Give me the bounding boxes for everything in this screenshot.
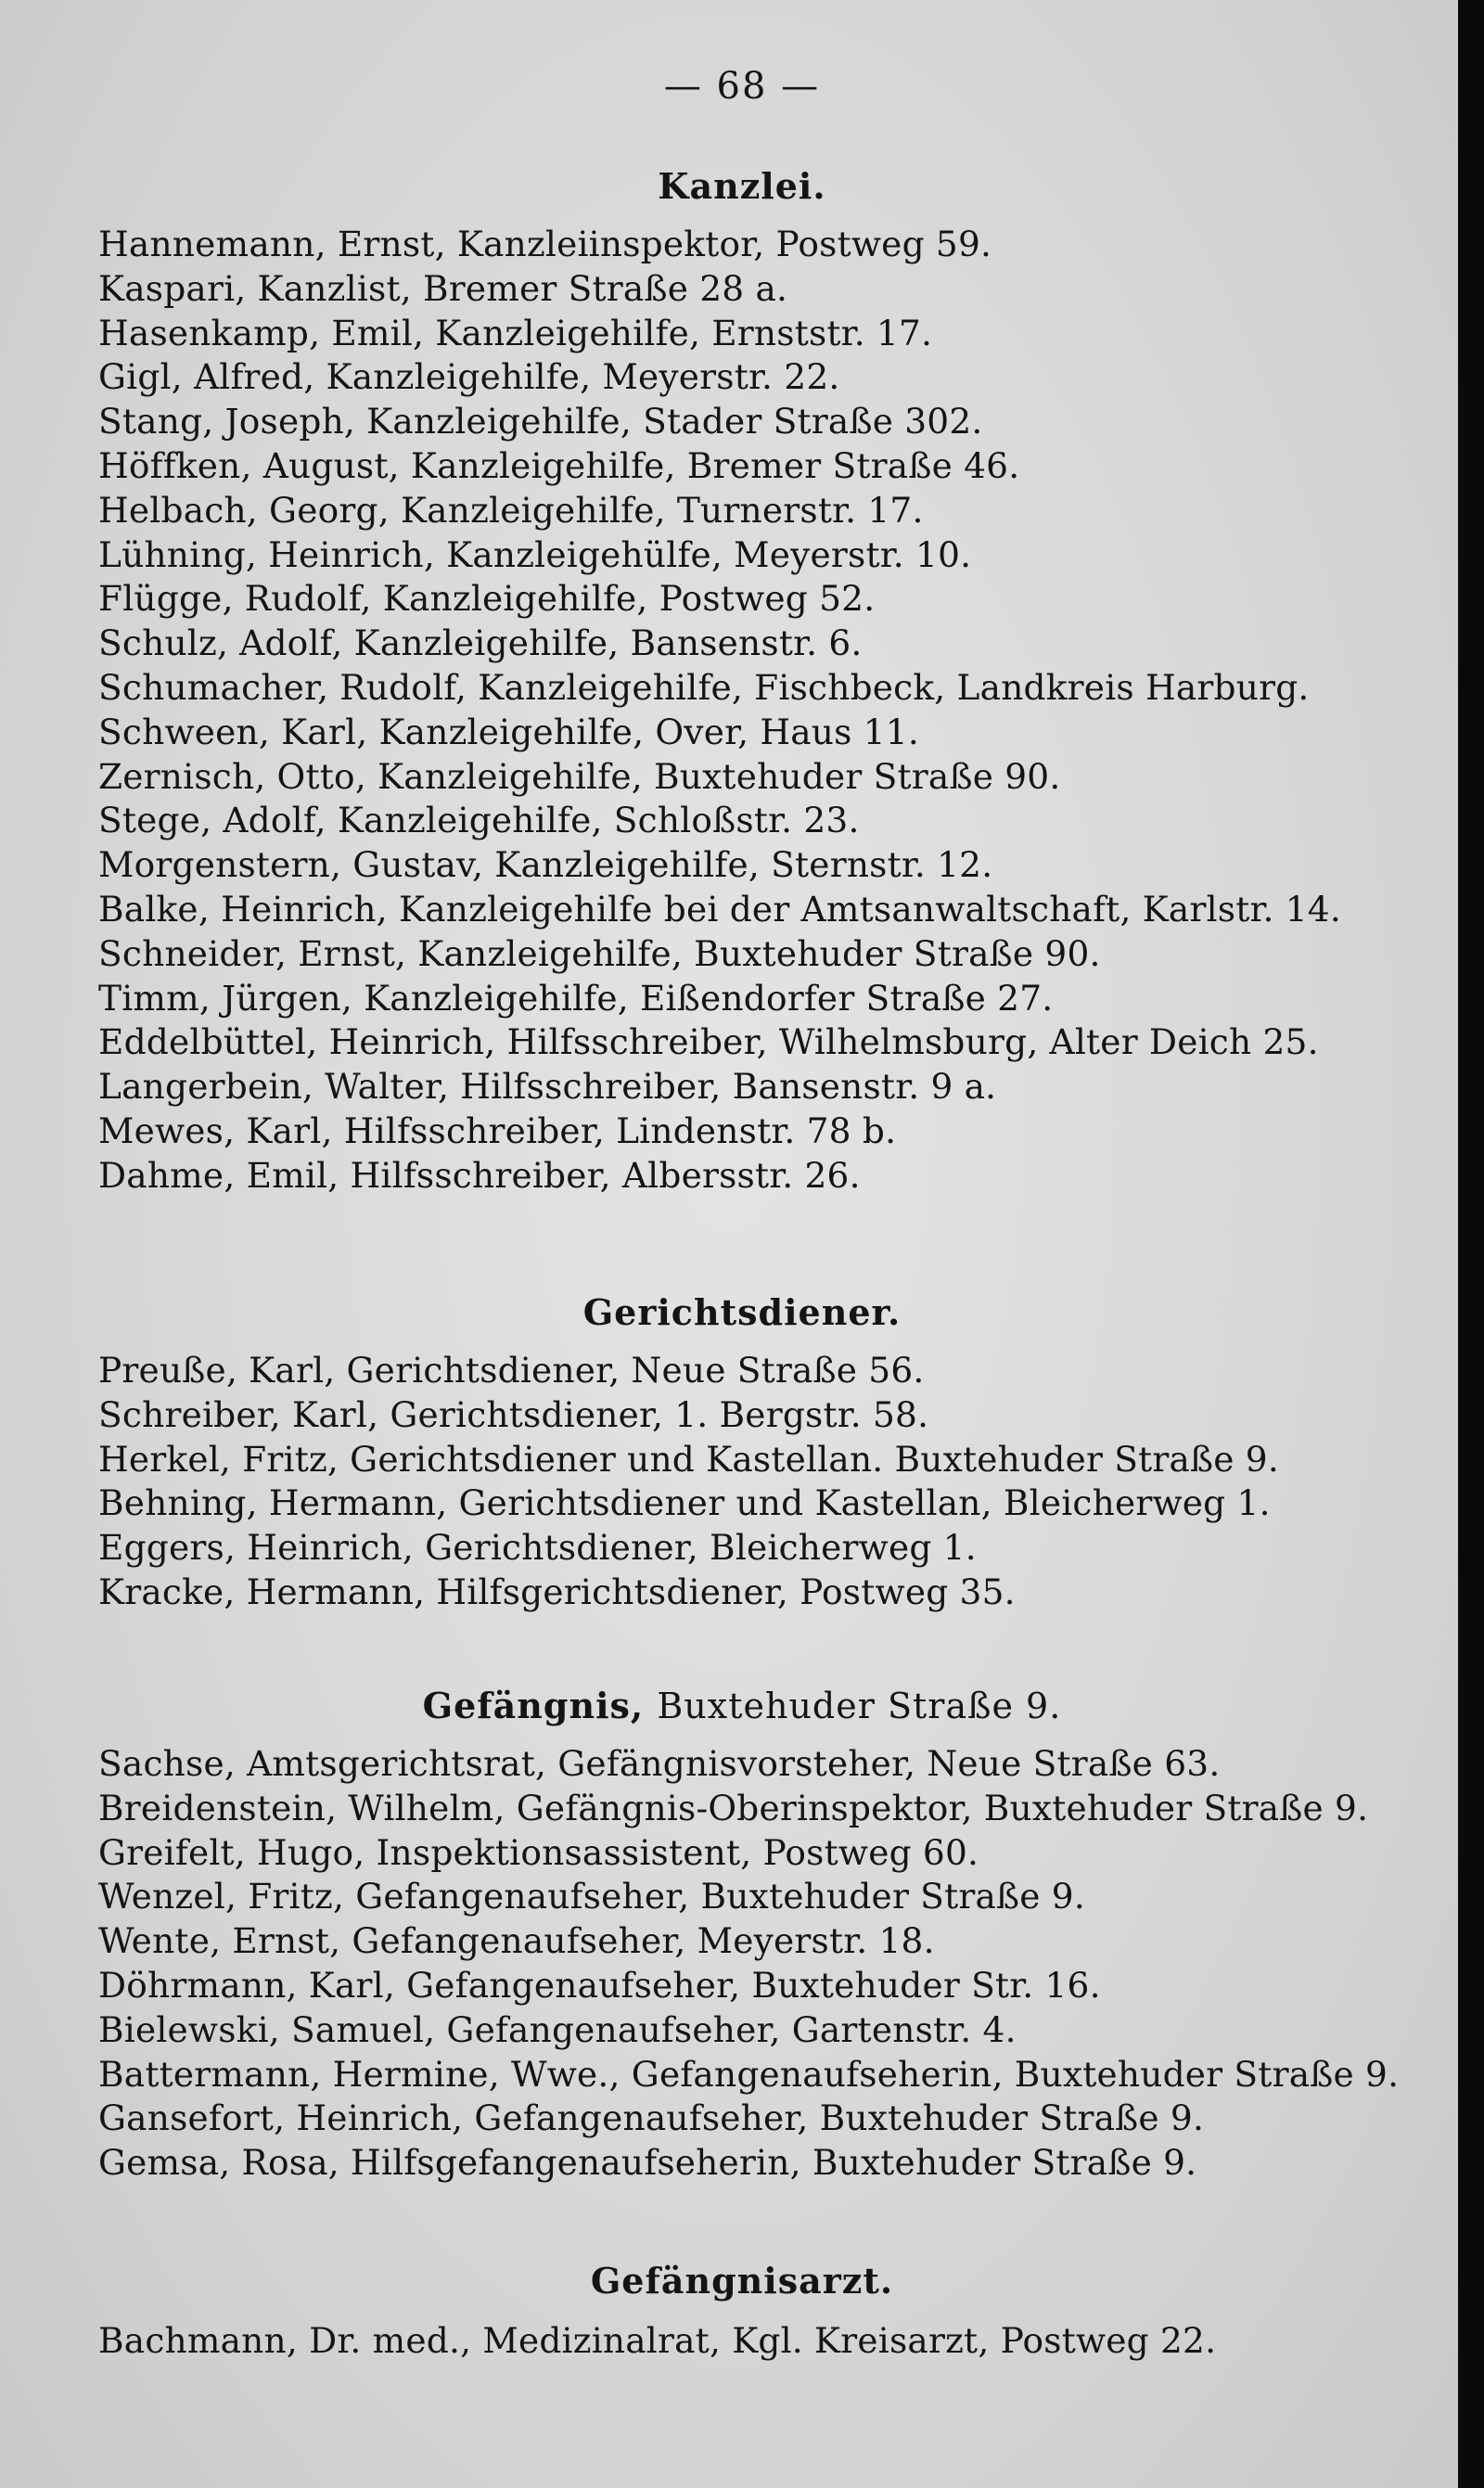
directory-entry: Wente, Ernst, Gefangenaufseher, Meyerstr. 18.	[98, 1920, 935, 1962]
directory-entry: Hasenkamp, Emil, Kanzleigehilfe, Ernststr. 17.	[98, 312, 933, 353]
directory-entry: Bielewski, Samuel, Gefangenaufseher, Gartenstr. 4.	[98, 2008, 1017, 2050]
directory-entry: Timm, Jürgen, Kanzleigehilfe, Eißendorfer Straße 27.	[98, 977, 1054, 1019]
directory-entry: Herkel, Fritz, Gerichtsdiener und Kastellan. Buxtehuder Straße 9.	[98, 1438, 1279, 1480]
section-heading-gefaengnis	[0, 1685, 1458, 1726]
directory-entry: Wenzel, Fritz, Gefangenaufseher, Buxtehuder Straße 9.	[98, 1876, 1085, 1917]
gerichtsdiener-list	[98, 1349, 1443, 1615]
directory-entry: Hannemann, Ernst, Kanzleiinspektor, Postweg 59.	[98, 224, 992, 264]
directory-entry: Schreiber, Karl, Gerichtsdiener, 1. Bergstr. 58.	[98, 1393, 929, 1435]
directory-entry: Döhrmann, Karl, Gefangenaufseher, Buxtehuder Str. 16.	[98, 1964, 1101, 2006]
directory-entry: Schulz, Adolf, Kanzleigehilfe, Bansenstr. 6.	[98, 622, 863, 664]
directory-entry: Kracke, Hermann, Hilfsgerichtsdiener, Postweg 35.	[98, 1571, 1016, 1612]
gefaengnis-list	[98, 1742, 1443, 2186]
scan-border	[1458, 0, 1484, 2488]
directory-entry: Flügge, Rudolf, Kanzleigehilfe, Postweg 52.	[98, 578, 876, 620]
directory-entry: Eddelbüttel, Heinrich, Hilfsschreiber, Wilhelmsburg, Alter Deich 25.	[98, 1021, 1319, 1063]
page-number: — 68 —	[663, 65, 821, 108]
directory-entry: Lühning, Heinrich, Kanzleigehülfe, Meyerstr. 10.	[98, 533, 972, 575]
section-heading-gefaengnisarzt: Gefängnisarzt.	[590, 2260, 894, 2302]
directory-entry: Helbach, Georg, Kanzleigehilfe, Turnerstr. 17.	[98, 489, 924, 531]
directory-entry: Preuße, Karl, Gerichtsdiener, Neue Straße 56.	[98, 1350, 925, 1391]
directory-entry: Gemsa, Rosa, Hilfsgefangenaufseherin, Buxtehuder Straße 9.	[98, 2142, 1197, 2184]
section-heading-kanzlei: Kanzlei.	[658, 165, 826, 207]
directory-entry: Mewes, Karl, Hilfsschreiber, Lindenstr. 78 b.	[98, 1109, 897, 1151]
section-title-gefaengnis: Gefängnis,	[422, 1685, 645, 1726]
directory-entry: Schween, Karl, Kanzleigehilfe, Over, Haus 11.	[98, 711, 919, 752]
directory-entry: Balke, Heinrich, Kanzleigehilfe bei der Amtsanwaltschaft, Karlstr. 14.	[98, 888, 1341, 930]
directory-entry: Gigl, Alfred, Kanzleigehilfe, Meyerstr. 22.	[98, 356, 840, 398]
directory-entry: Höffken, August, Kanzleigehilfe, Bremer Straße 46.	[98, 444, 1020, 486]
directory-entry: Sachse, Amtsgerichtsrat, Gefängnisvorsteher, Neue Straße 63.	[98, 1743, 1221, 1784]
directory-entry: Zernisch, Otto, Kanzleigehilfe, Buxtehuder Straße 90.	[98, 755, 1061, 797]
directory-entry: Langerbein, Walter, Hilfsschreiber, Bansenstr. 9 a.	[98, 1066, 997, 1108]
directory-entry: Battermann, Hermine, Wwe., Gefangenaufseherin, Buxtehuder Straße 9.	[98, 2053, 1400, 2095]
directory-entry: Morgenstern, Gustav, Kanzleigehilfe, Sternstr. 12.	[98, 844, 993, 886]
directory-entry: Gansefort, Heinrich, Gefangenaufseher, Buxtehuder Straße 9.	[98, 2097, 1205, 2139]
directory-entry: Stege, Adolf, Kanzleigehilfe, Schloßstr. 23.	[98, 800, 860, 841]
directory-entry: Eggers, Heinrich, Gerichtsdiener, Bleicherweg 1.	[98, 1527, 977, 1569]
directory-entry: Behning, Hermann, Gerichtsdiener und Kastellan, Bleicherweg 1.	[98, 1482, 1271, 1524]
section-heading-gerichtsdiener: Gerichtsdiener.	[582, 1291, 902, 1333]
kanzlei-list	[98, 223, 1443, 1199]
directory-entry: Bachmann, Dr. med., Medizinalrat, Kgl. Kreisarzt, Postweg 22.	[98, 2320, 1217, 2361]
directory-entry: Greifelt, Hugo, Inspektionsassistent, Postweg 60.	[98, 1831, 979, 1873]
directory-entry: Schumacher, Rudolf, Kanzleigehilfe, Fischbeck, Landkreis Harburg.	[98, 666, 1310, 708]
directory-entry: Stang, Joseph, Kanzleigehilfe, Stader Straße 302.	[98, 401, 983, 442]
gefaengnisarzt-list	[98, 2319, 1443, 2364]
directory-entry: Kaspari, Kanzlist, Bremer Straße 28 a.	[98, 267, 788, 309]
directory-entry: Schneider, Ernst, Kanzleigehilfe, Buxtehuder Straße 90.	[98, 932, 1101, 974]
directory-entry: Dahme, Emil, Hilfsschreiber, Albersstr. 26.	[98, 1154, 861, 1196]
section-address-gefaengnis: Buxtehuder Straße 9.	[657, 1686, 1062, 1726]
directory-entry: Breidenstein, Wilhelm, Gefängnis-Oberinspektor, Buxtehuder Straße 9.	[98, 1787, 1369, 1828]
